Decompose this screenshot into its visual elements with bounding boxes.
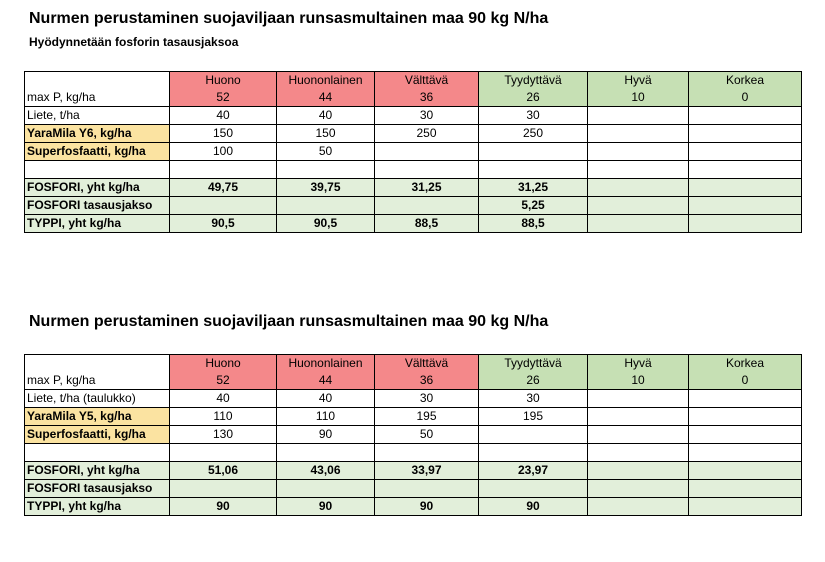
cell (689, 143, 802, 161)
cell (479, 161, 588, 179)
row-label: Superfosfaatti, kg/ha (25, 143, 170, 161)
cell: 5,25 (479, 197, 588, 215)
cell (588, 462, 689, 480)
cell (170, 480, 277, 498)
max-p-value: 44 (277, 89, 375, 107)
header-corner (25, 355, 170, 373)
table-row (25, 125, 802, 143)
cell (689, 498, 802, 516)
table-row (25, 462, 802, 480)
cell: 195 (375, 408, 479, 426)
cell (689, 444, 802, 462)
cell (689, 480, 802, 498)
table-row (25, 426, 802, 444)
cell: 31,25 (375, 179, 479, 197)
cell (689, 390, 802, 408)
cell: 50 (375, 426, 479, 444)
cell (170, 444, 277, 462)
table-row (25, 143, 802, 161)
cell (588, 161, 689, 179)
section1-table (24, 71, 802, 233)
row-label: FOSFORI tasausjakso (25, 197, 170, 215)
table-row (25, 179, 802, 197)
cell (689, 408, 802, 426)
table-row (25, 498, 802, 516)
class-huononlainen: Huononlainen (277, 355, 375, 373)
cell: 250 (479, 125, 588, 143)
class-hyva: Hyvä (588, 72, 689, 90)
max-p-value: 36 (375, 372, 479, 390)
table-row (25, 480, 802, 498)
cell (588, 179, 689, 197)
cell (479, 444, 588, 462)
cell: 90 (277, 426, 375, 444)
row-label: Liete, t/ha (25, 107, 170, 125)
cell: 30 (479, 107, 588, 125)
cell (588, 390, 689, 408)
max-p-label: max P, kg/ha (25, 372, 170, 390)
max-p-value: 44 (277, 372, 375, 390)
cell: 250 (375, 125, 479, 143)
cell (277, 480, 375, 498)
table-row (25, 390, 802, 408)
cell: 39,75 (277, 179, 375, 197)
max-p-row (25, 89, 802, 107)
cell: 88,5 (375, 215, 479, 233)
cell: 90,5 (170, 215, 277, 233)
cell: 30 (375, 107, 479, 125)
cell (479, 480, 588, 498)
cell: 90 (170, 498, 277, 516)
cell: 100 (170, 143, 277, 161)
cell (689, 125, 802, 143)
row-label (25, 161, 170, 179)
row-label (25, 444, 170, 462)
table-row (25, 107, 802, 125)
row-label: Superfosfaatti, kg/ha (25, 426, 170, 444)
cell: 30 (479, 390, 588, 408)
cell (588, 197, 689, 215)
cell: 40 (277, 390, 375, 408)
cell: 130 (170, 426, 277, 444)
max-p-value: 0 (689, 372, 802, 390)
max-p-value: 0 (689, 89, 802, 107)
cell (689, 197, 802, 215)
cell (588, 107, 689, 125)
table-row (25, 215, 802, 233)
max-p-value: 10 (588, 89, 689, 107)
max-p-label: max P, kg/ha (25, 89, 170, 107)
cell (689, 179, 802, 197)
cell: 40 (277, 107, 375, 125)
cell: 43,06 (277, 462, 375, 480)
cell: 195 (479, 408, 588, 426)
cell (689, 215, 802, 233)
row-label: TYPPI, yht kg/ha (25, 215, 170, 233)
class-korkea: Korkea (689, 72, 802, 90)
class-hyva: Hyvä (588, 355, 689, 373)
cell (277, 444, 375, 462)
class-valttava: Välttävä (375, 72, 479, 90)
cell (479, 426, 588, 444)
row-label: FOSFORI, yht kg/ha (25, 462, 170, 480)
class-tyydyttava: Tyydyttävä (479, 355, 588, 373)
class-tyydyttava: Tyydyttävä (479, 72, 588, 90)
class-korkea: Korkea (689, 355, 802, 373)
cell (588, 215, 689, 233)
cell (588, 480, 689, 498)
cell: 90 (375, 498, 479, 516)
cell: 90 (479, 498, 588, 516)
max-p-value: 10 (588, 372, 689, 390)
cell (170, 161, 277, 179)
row-label: TYPPI, yht kg/ha (25, 498, 170, 516)
cell (689, 426, 802, 444)
cell: 31,25 (479, 179, 588, 197)
section1-title: Nurmen perustaminen suojaviljaan runsasmultainen maa 90 kg N/ha (29, 10, 549, 27)
max-p-value: 52 (170, 372, 277, 390)
max-p-row (25, 372, 802, 390)
table-header-row (25, 72, 802, 90)
cell (170, 197, 277, 215)
class-huononlainen: Huononlainen (277, 72, 375, 90)
cell (588, 498, 689, 516)
cell: 88,5 (479, 215, 588, 233)
cell (375, 480, 479, 498)
cell: 150 (277, 125, 375, 143)
cell (588, 143, 689, 161)
cell: 51,06 (170, 462, 277, 480)
section1-subtitle: Hyödynnetään fosforin tasausjaksoa (29, 35, 239, 49)
class-huono: Huono (170, 355, 277, 373)
cell: 40 (170, 390, 277, 408)
cell (689, 462, 802, 480)
cell (277, 197, 375, 215)
cell (375, 444, 479, 462)
class-valttava: Välttävä (375, 355, 479, 373)
max-p-value: 36 (375, 89, 479, 107)
table-row (25, 444, 802, 462)
table-header-row (25, 355, 802, 373)
cell (588, 444, 689, 462)
row-label: FOSFORI tasausjakso (25, 480, 170, 498)
cell: 40 (170, 107, 277, 125)
cell (588, 426, 689, 444)
table-row (25, 161, 802, 179)
cell: 110 (170, 408, 277, 426)
cell (375, 197, 479, 215)
row-label: Liete, t/ha (taulukko) (25, 390, 170, 408)
section2-title: Nurmen perustaminen suojaviljaan runsasmultainen maa 90 kg N/ha (29, 313, 549, 330)
row-label: YaraMila Y6, kg/ha (25, 125, 170, 143)
class-huono: Huono (170, 72, 277, 90)
table-row (25, 408, 802, 426)
cell (277, 161, 375, 179)
max-p-value: 26 (479, 372, 588, 390)
cell (375, 161, 479, 179)
cell (479, 143, 588, 161)
cell: 90 (277, 498, 375, 516)
cell: 50 (277, 143, 375, 161)
max-p-value: 26 (479, 89, 588, 107)
cell: 90,5 (277, 215, 375, 233)
cell (588, 408, 689, 426)
cell: 33,97 (375, 462, 479, 480)
cell: 23,97 (479, 462, 588, 480)
cell (689, 161, 802, 179)
max-p-value: 52 (170, 89, 277, 107)
header-corner (25, 72, 170, 90)
cell (588, 125, 689, 143)
cell: 49,75 (170, 179, 277, 197)
row-label: FOSFORI, yht kg/ha (25, 179, 170, 197)
row-label: YaraMila Y5, kg/ha (25, 408, 170, 426)
section2-table (24, 354, 802, 516)
cell (375, 143, 479, 161)
cell: 110 (277, 408, 375, 426)
cell: 30 (375, 390, 479, 408)
cell (689, 107, 802, 125)
cell: 150 (170, 125, 277, 143)
table-row (25, 197, 802, 215)
